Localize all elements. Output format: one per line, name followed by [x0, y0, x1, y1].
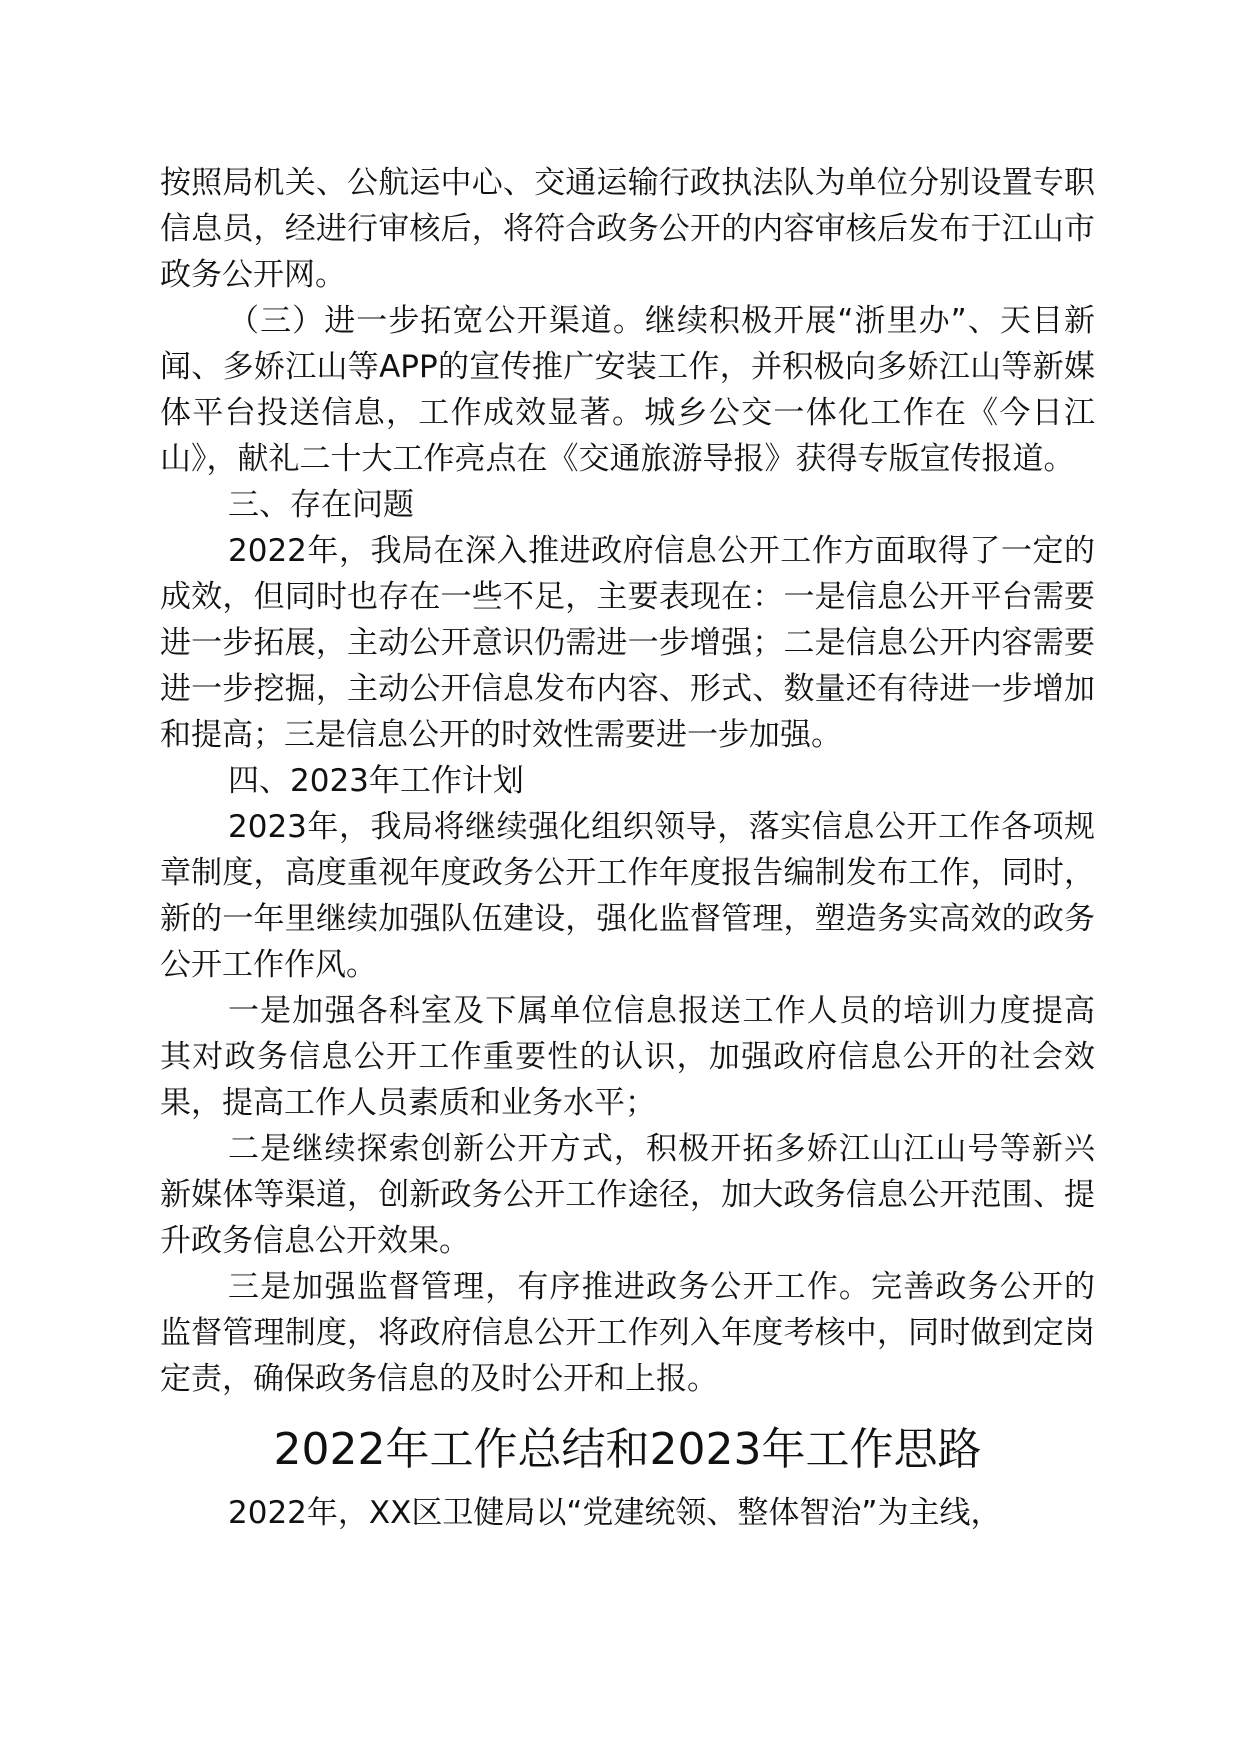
- document-title: 2022年工作总结和2023年工作思路: [273, 1424, 982, 1475]
- paragraph-summary-intro: 2022年，XX区卫健局以“党建统领、整体智治”为主线，: [228, 1495, 1002, 1531]
- paragraph-problems: 2022年，我局在深入推进政府信息公开工作方面取得了一定的成效，但同时也存在一些不足，主要表现在：一是信息公开平台需要进一步拓展，主动公开意识仍需进一步增强；二是信息公开内容需要进一步挖掘，主动公开信息发布内容、形式、数量还有待进一步增加和提高；三是信息公开的时效性需要进一步加强。: [160, 533, 1095, 753]
- paragraph-channels: （三）进一步拓宽公开渠道。继续积极开展“浙里办”、天目新闻、多娇江山等APP的宣传推广安装工作，并积极向多娇江山等新媒体平台投送信息，工作成效显著。城乡公交一体化工作在《今日江山》，献礼二十大工作亮点在《交通旅游导报》获得专版宣传报道。: [160, 303, 1095, 477]
- paragraph-plan-item-2: 二是继续探索创新公开方式，积极开拓多娇江山江山号等新兴新媒体等渠道，创新政务公开工作途径，加大政务信息公开范围、提升政务信息公开效果。: [160, 1131, 1095, 1259]
- paragraph-publishing-process: 按照局机关、公航运中心、交通运输行政执法队为单位分别设置专职信息员，经进行审核后，将符合政务公开的内容审核后发布于江山市政务公开网。: [160, 165, 1095, 293]
- document-page: [160, 160, 1095, 1536]
- paragraph-plan-item-1: 一是加强各科室及下属单位信息报送工作人员的培训力度提高其对政务信息公开工作重要性的认识，加强政府信息公开的社会效果，提高工作人员素质和业务水平；: [160, 993, 1095, 1121]
- section-heading-plan: 四、2023年工作计划: [228, 763, 524, 799]
- section-heading-problems: 三、存在问题: [228, 487, 414, 523]
- paragraph-plan-intro: 2023年，我局将继续强化组织领导，落实信息公开工作各项规章制度，高度重视年度政务公开工作年度报告编制发布工作，同时，新的一年里继续加强队伍建设，强化监督管理，塑造务实高效的政务公开工作作风。: [160, 809, 1095, 983]
- paragraph-plan-item-3: 三是加强监督管理，有序推进政务公开工作。完善政务公开的监督管理制度，将政府信息公开工作列入年度考核中，同时做到定岗定责，确保政务信息的及时公开和上报。: [160, 1269, 1095, 1397]
